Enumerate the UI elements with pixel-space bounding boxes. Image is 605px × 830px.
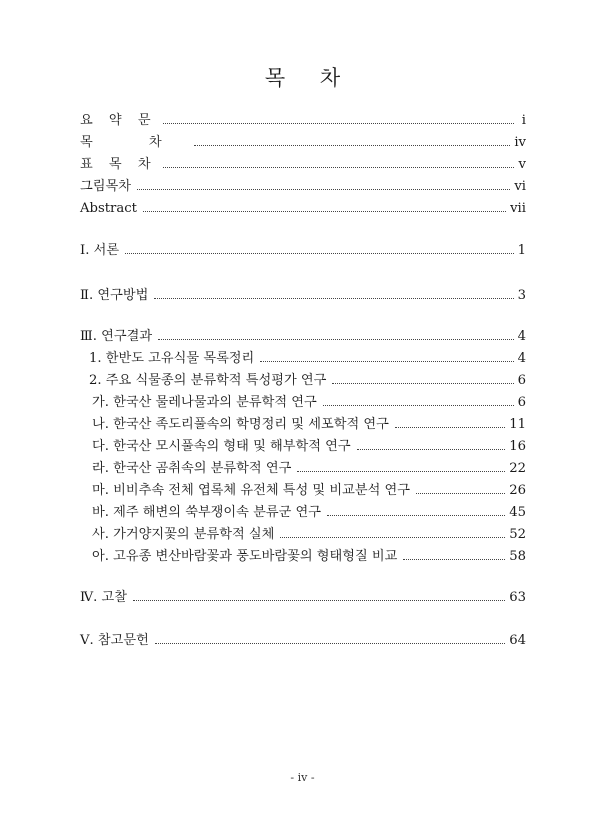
toc-entry-page: vi	[514, 179, 526, 194]
toc-entry-page: vii	[510, 201, 526, 216]
toc-entry-subsection-sa[interactable]	[92, 520, 526, 542]
dot-leader	[158, 338, 514, 340]
toc-entry-chapter-4[interactable]	[80, 583, 526, 605]
toc-entry-chapter-1[interactable]	[80, 236, 526, 258]
toc-entry-label: Abstract	[80, 201, 137, 216]
dot-leader	[155, 642, 505, 644]
toc-entry-page: 16	[509, 439, 526, 454]
toc-entry-label: Ⅱ. 연구방법	[80, 288, 149, 303]
toc-entry-subsection-ba[interactable]	[92, 498, 526, 520]
dot-leader	[133, 599, 505, 601]
toc-entry-tables[interactable]	[80, 150, 526, 172]
toc-entry-page: v	[518, 157, 526, 172]
dot-leader	[280, 536, 505, 538]
dot-leader	[194, 144, 511, 146]
toc-entry-subsection-da[interactable]	[92, 432, 526, 454]
dot-leader	[137, 188, 510, 190]
dot-leader	[163, 122, 514, 124]
toc-entry-label: 다. 한국산 모시풀속의 형태 및 해부학적 연구	[92, 439, 351, 454]
toc-entry-subsection-ma[interactable]	[92, 476, 526, 498]
dot-leader	[416, 492, 505, 494]
dot-leader	[163, 166, 514, 168]
toc-entry-summary[interactable]	[80, 106, 526, 128]
toc-entry-label: 가. 한국산 물레나물과의 분류학적 연구	[92, 395, 317, 410]
toc-entry-label: 나. 한국산 족도리풀속의 학명정리 및 세포학적 연구	[92, 417, 389, 432]
toc-entry-chapter-5[interactable]	[80, 626, 526, 648]
toc-entry-page: 11	[509, 417, 526, 432]
toc-entry-subsection-a[interactable]	[92, 542, 526, 564]
dot-leader	[260, 360, 513, 362]
toc-entry-page: 1	[517, 243, 526, 258]
toc-entry-label: 바. 제주 해변의 쑥부쟁이속 분류군 연구	[92, 505, 321, 520]
page-number-footer: - iv -	[290, 771, 315, 784]
toc-entry-page: 4	[517, 329, 526, 344]
dot-leader	[357, 448, 506, 450]
toc-entry-page: 45	[509, 505, 526, 520]
toc-entry-label: 목 차	[80, 135, 188, 150]
toc-entry-page: 6	[517, 373, 526, 388]
toc-entry-abstract[interactable]	[80, 194, 526, 216]
toc-entry-subsection-ga[interactable]	[92, 388, 526, 410]
toc-entry-page: 6	[517, 395, 526, 410]
toc-entry-page: 58	[509, 549, 526, 564]
toc-entry-label: Ⅲ. 연구결과	[80, 329, 153, 344]
toc-entry-label: 아. 고유종 변산바람꽃과 풍도바람꽃의 형태형질 비교	[92, 549, 398, 564]
toc-entry-subsection-ra[interactable]	[92, 454, 526, 476]
toc-entry-label: 그림목차	[80, 179, 131, 194]
page-title: 목 차	[264, 66, 355, 90]
dot-leader	[403, 558, 505, 560]
toc-entry-page: i	[521, 113, 526, 128]
toc-entry-chapter-3[interactable]	[80, 322, 526, 344]
dot-leader	[332, 382, 513, 384]
toc-entry-subsection-na[interactable]	[92, 410, 526, 432]
toc-entry-label: Ⅴ. 참고문헌	[80, 633, 149, 648]
toc-entry-label: 라. 한국산 곰취속의 분류학적 연구	[92, 461, 292, 476]
toc-entry-page: 64	[509, 633, 526, 648]
toc-entry-label: 1. 한반도 고유식물 목록정리	[89, 351, 255, 366]
toc-entry-label: 2. 주요 식물종의 분류학적 특성평가 연구	[89, 373, 327, 388]
toc-entry-label: Ⅰ. 서론	[80, 243, 120, 258]
toc-entry-label: 사. 가거양지꽃의 분류학적 실체	[92, 527, 275, 542]
dot-leader	[327, 514, 505, 516]
dot-leader	[154, 297, 513, 299]
toc-entry-page: 63	[509, 590, 526, 605]
dot-leader	[125, 252, 514, 254]
toc-entry-chapter-2[interactable]	[80, 281, 526, 303]
toc-entry-label: 표 목 차	[80, 157, 157, 172]
toc-entry-figures[interactable]	[80, 172, 526, 194]
toc-entry-contents[interactable]	[80, 128, 526, 150]
dot-leader	[395, 426, 505, 428]
toc-entry-label: Ⅳ. 고찰	[80, 590, 128, 605]
dot-leader	[323, 404, 514, 406]
toc-entry-page: 52	[509, 527, 526, 542]
toc-entry-page: 26	[509, 483, 526, 498]
toc-entry-section-2[interactable]	[89, 366, 526, 388]
toc-entry-section-1[interactable]	[89, 344, 526, 366]
dot-leader	[297, 470, 505, 472]
dot-leader	[143, 210, 506, 212]
toc-entry-page: 4	[517, 351, 526, 366]
toc-entry-page: iv	[514, 135, 526, 150]
toc-entry-page: 3	[517, 288, 526, 303]
toc-entry-label: 마. 비비추속 전체 엽록체 유전체 특성 및 비교분석 연구	[92, 483, 410, 498]
toc-entry-label: 요 약 문	[80, 113, 157, 128]
toc-entry-page: 22	[509, 461, 526, 476]
